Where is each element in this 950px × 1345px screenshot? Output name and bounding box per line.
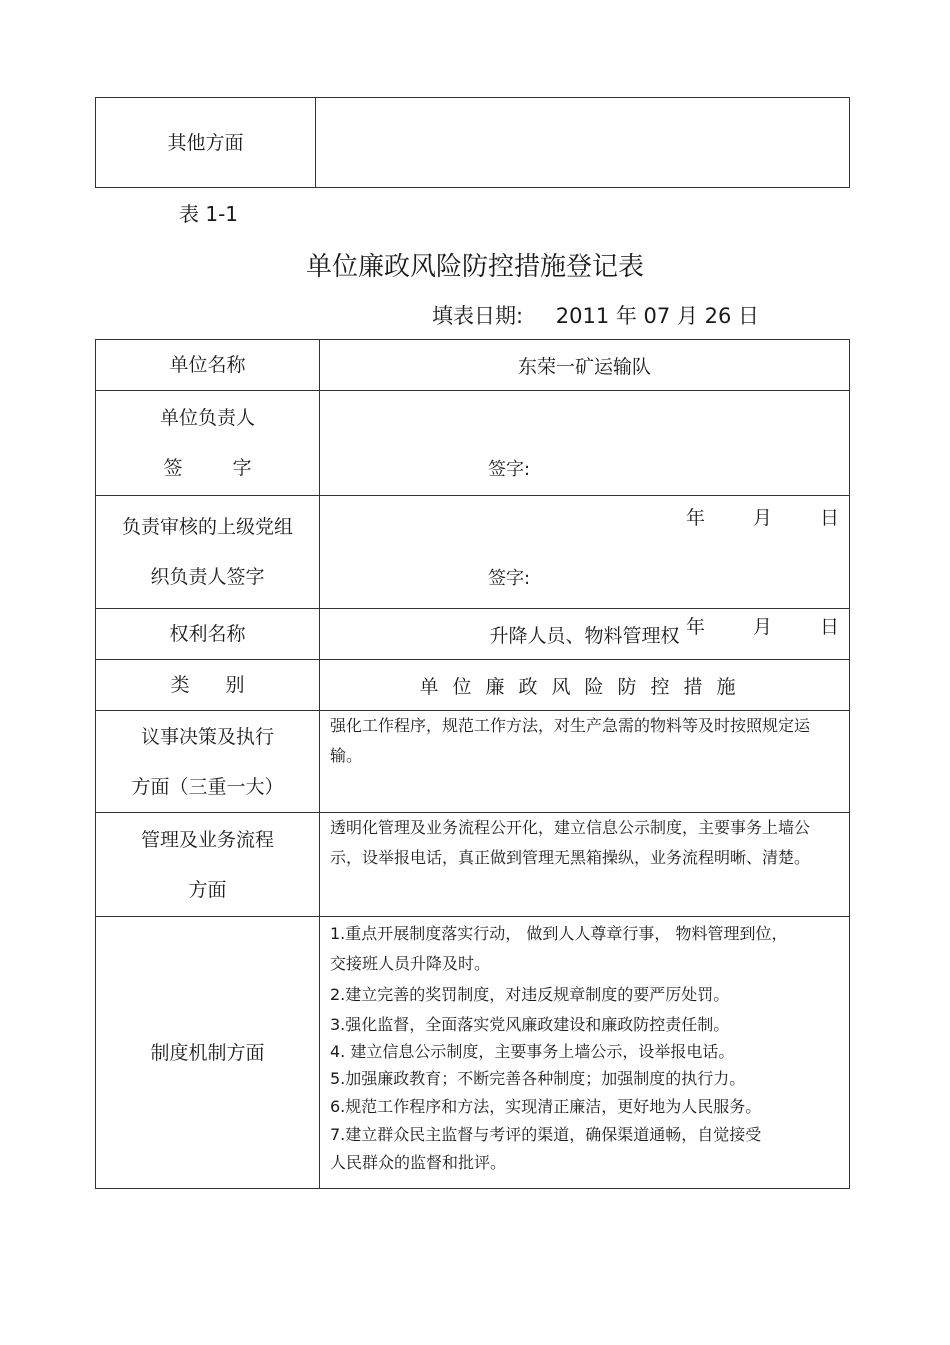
unit-head-year: 年 <box>686 507 706 529</box>
system-measures-list <box>320 917 850 1189</box>
fill-date <box>432 300 759 330</box>
table-row <box>96 813 850 917</box>
superior-label-line1: 负责审核的上级党组 <box>121 516 293 538</box>
process-label-line2: 方面 <box>188 878 227 901</box>
other-aspects-label: 其他方面 <box>96 98 316 188</box>
other-aspects-table <box>95 97 850 188</box>
category-label <box>96 660 320 711</box>
unit-head-sign-label: 签字: <box>488 459 531 480</box>
process-label-line1: 管理及业务流程 <box>140 828 274 851</box>
process-label <box>96 813 320 917</box>
list-item: 6.规范工作程序和方法，实现清正廉洁，更好地为人民服务。 <box>330 1097 762 1116</box>
unit-name-label: 单位名称 <box>96 340 320 391</box>
table-row <box>96 391 850 496</box>
unit-head-signature-cell <box>320 391 850 529</box>
unit-head-label-line1: 单位负责人 <box>159 407 255 429</box>
unit-name-value: 东荣一矿运输队 <box>320 340 850 391</box>
superior-year: 年 <box>686 616 706 638</box>
list-item: 3.强化监督，全面落实党风廉政建设和廉政防控责任制。 <box>330 1015 730 1034</box>
measures-table <box>95 339 850 1189</box>
fill-date-value: 2011 年 07 月 26 日 <box>555 304 760 328</box>
decision-label-line2: 方面（三重一大） <box>131 775 284 798</box>
list-item: 2.建立完善的奖罚制度，对违反规章制度的要严厉处罚。 <box>330 985 730 1004</box>
unit-head-char-1: 签 <box>163 457 183 479</box>
list-item: 4. 建立信息公示制度，主要事务上墙公示，设举报电话。 <box>330 1042 735 1061</box>
unit-head-month: 月 <box>753 507 773 529</box>
page-title: 单位廉政风险防控措施登记表 <box>305 252 644 282</box>
unit-head-label <box>96 391 320 496</box>
power-name-label: 权利名称 <box>96 609 320 660</box>
other-aspects-value <box>316 98 850 188</box>
power-name-value: 升降人员、物料管理权 <box>320 609 850 660</box>
list-item: 交接班人员升降及时。 <box>330 954 491 973</box>
table-row <box>96 711 850 813</box>
table-row <box>96 340 850 391</box>
table-number: 表 1-1 <box>179 202 239 226</box>
decision-value: 强化工作程序，规范工作方法，对生产急需的物料等及时按照规定运输。 <box>320 711 850 813</box>
superior-label-line2: 织负责人签字 <box>150 566 265 588</box>
table-row <box>96 609 850 660</box>
superior-month: 月 <box>753 616 773 638</box>
system-label: 制度机制方面 <box>96 917 320 1189</box>
superior-day: 日 <box>820 616 840 638</box>
category-char-2: 别 <box>225 674 245 696</box>
table-row <box>96 496 850 609</box>
category-value: 单位廉政风险防控措施 <box>320 660 850 711</box>
superior-sign-label: 签字: <box>488 568 531 589</box>
table-row <box>96 660 850 711</box>
decision-label-line1: 议事决策及执行 <box>140 725 274 748</box>
table-row <box>96 917 850 1189</box>
unit-head-day: 日 <box>820 507 840 529</box>
list-item: 5.加强廉政教育；不断完善各种制度；加强制度的执行力。 <box>330 1069 746 1088</box>
category-char-1: 类 <box>170 674 190 696</box>
unit-head-label-line2 <box>96 443 319 493</box>
fill-date-label: 填表日期: <box>432 304 524 328</box>
superior-label <box>96 496 320 609</box>
list-item: 7.建立群众民主监督与考评的渠道，确保渠道通畅，自觉接受 <box>330 1125 762 1144</box>
process-value: 透明化管理及业务流程公开化，建立信息公示制度，主要事务上墙公示，设举报电话，真正做到管理无黑箱操纵，业务流程明晰、清楚。 <box>320 813 850 917</box>
decision-label <box>96 711 320 813</box>
list-item: 人民群众的监督和批评。 <box>330 1153 507 1172</box>
list-item: 1.重点开展制度落实行动， 做到人人尊章行事， 物料管理到位， <box>330 924 788 943</box>
unit-head-char-2: 字 <box>232 457 252 479</box>
